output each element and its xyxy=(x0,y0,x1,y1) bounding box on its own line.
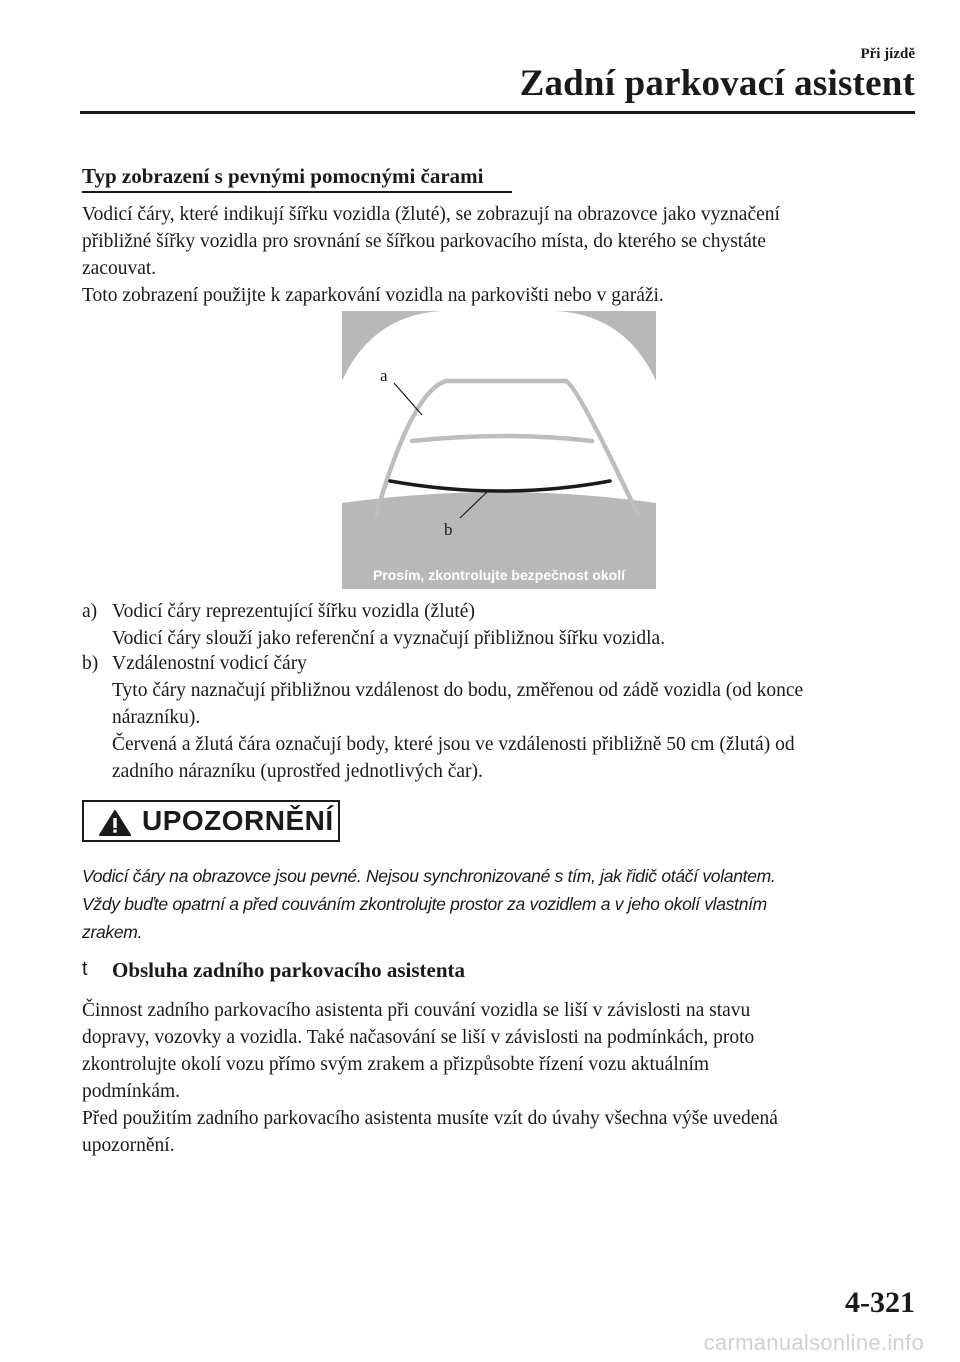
intro-line: přibližné šířky vozidla pro srovnání se šířkou parkovacího místa, do kterého se chystáte xyxy=(82,231,766,252)
intro-line: Vodicí čáry, které indikují šířku vozidla (žluté), se zobrazují na obrazovce jako vyznačení xyxy=(82,204,780,225)
legend-item-a xyxy=(82,598,922,652)
legend-line: Tyto čáry naznačují přibližnou vzdálenost do bodu, změřenou od zádě vozidla (od konce xyxy=(112,680,804,701)
warning-triangle-icon xyxy=(98,809,132,842)
operation-line: Činnost zadního parkovacího asistenta při couvání vozidla se liší v závislosti na stavu xyxy=(82,1000,751,1021)
screen-message: Prosím, zkontrolujte bezpečnost okolí xyxy=(372,567,626,583)
header-rule xyxy=(80,111,915,114)
operation-line: podmínkám. xyxy=(82,1081,181,1102)
intro-line: Toto zobrazení použijte k zaparkování vozidla na parkovišti nebo v garáži. xyxy=(82,285,664,306)
operation-line: Před použitím zadního parkovacího asistenta musíte vzít do úvahy všechna výše uvedená xyxy=(82,1108,778,1129)
intro-paragraph xyxy=(82,201,912,309)
figure-label-b: b xyxy=(444,520,453,539)
page-title: Zadní parkovací asistent xyxy=(519,63,915,104)
subsection-title: Typ zobrazení s pevnými pomocnými čarami xyxy=(82,164,484,188)
legend-title: Vodicí čáry reprezentující šířku vozidla (žluté) xyxy=(112,601,475,622)
caution-label: UPOZORNĚNÍ xyxy=(142,805,334,836)
watermark: carmanualsonline.info xyxy=(703,1330,924,1355)
camera-display-figure xyxy=(342,311,656,589)
page-number: 4-321 xyxy=(845,1286,915,1319)
legend-line: zadního nárazníku (uprostřed jednotlivých čar). xyxy=(112,761,483,782)
operation-line: dopravy, vozovky a vozidla. Také načasování se liší v závislosti na podmínkách, proto xyxy=(82,1027,755,1048)
figure-label-a: a xyxy=(380,366,388,385)
operation-line: zkontrolujte okolí vozu přímo svým zrakem a přizpůsobte řízení vozu aktuálním xyxy=(82,1054,710,1075)
legend-marker: a) xyxy=(82,601,98,622)
header-section-name: Při jízdě xyxy=(860,46,915,62)
operation-line: upozornění. xyxy=(82,1135,175,1156)
caution-box xyxy=(82,800,340,842)
caution-text xyxy=(82,862,922,946)
subsection-underline xyxy=(82,191,512,193)
legend-line: Vodicí čáry slouží jako referenční a vyznačují přibližnou šířku vozidla. xyxy=(112,628,666,649)
legend-line: Červená a žlutá čára označují body, které jsou ve vzdálenosti přibližně 50 cm (žlutá) od xyxy=(112,734,795,755)
legend-item-b xyxy=(82,650,922,785)
legend-line: nárazníku). xyxy=(112,707,201,728)
legend-title: Vzdálenostní vodicí čáry xyxy=(112,653,307,674)
legend-marker: b) xyxy=(82,653,99,674)
caution-line: Vodicí čáry na obrazovce jsou pevné. Nejsou synchronizované s tím, jak řidič otáčí volantem. xyxy=(82,866,776,886)
section-title: Obsluha zadního parkovacího asistenta xyxy=(112,958,466,982)
caution-line: Vždy buďte opatrní a před couváním zkontrolujte prostor za vozidlem a v jeho okolí vlastním xyxy=(82,894,767,914)
operation-paragraph xyxy=(82,997,912,1159)
section-marker: t xyxy=(82,958,88,980)
intro-line: zacouvat. xyxy=(82,258,157,279)
caution-line: zrakem. xyxy=(82,922,143,942)
